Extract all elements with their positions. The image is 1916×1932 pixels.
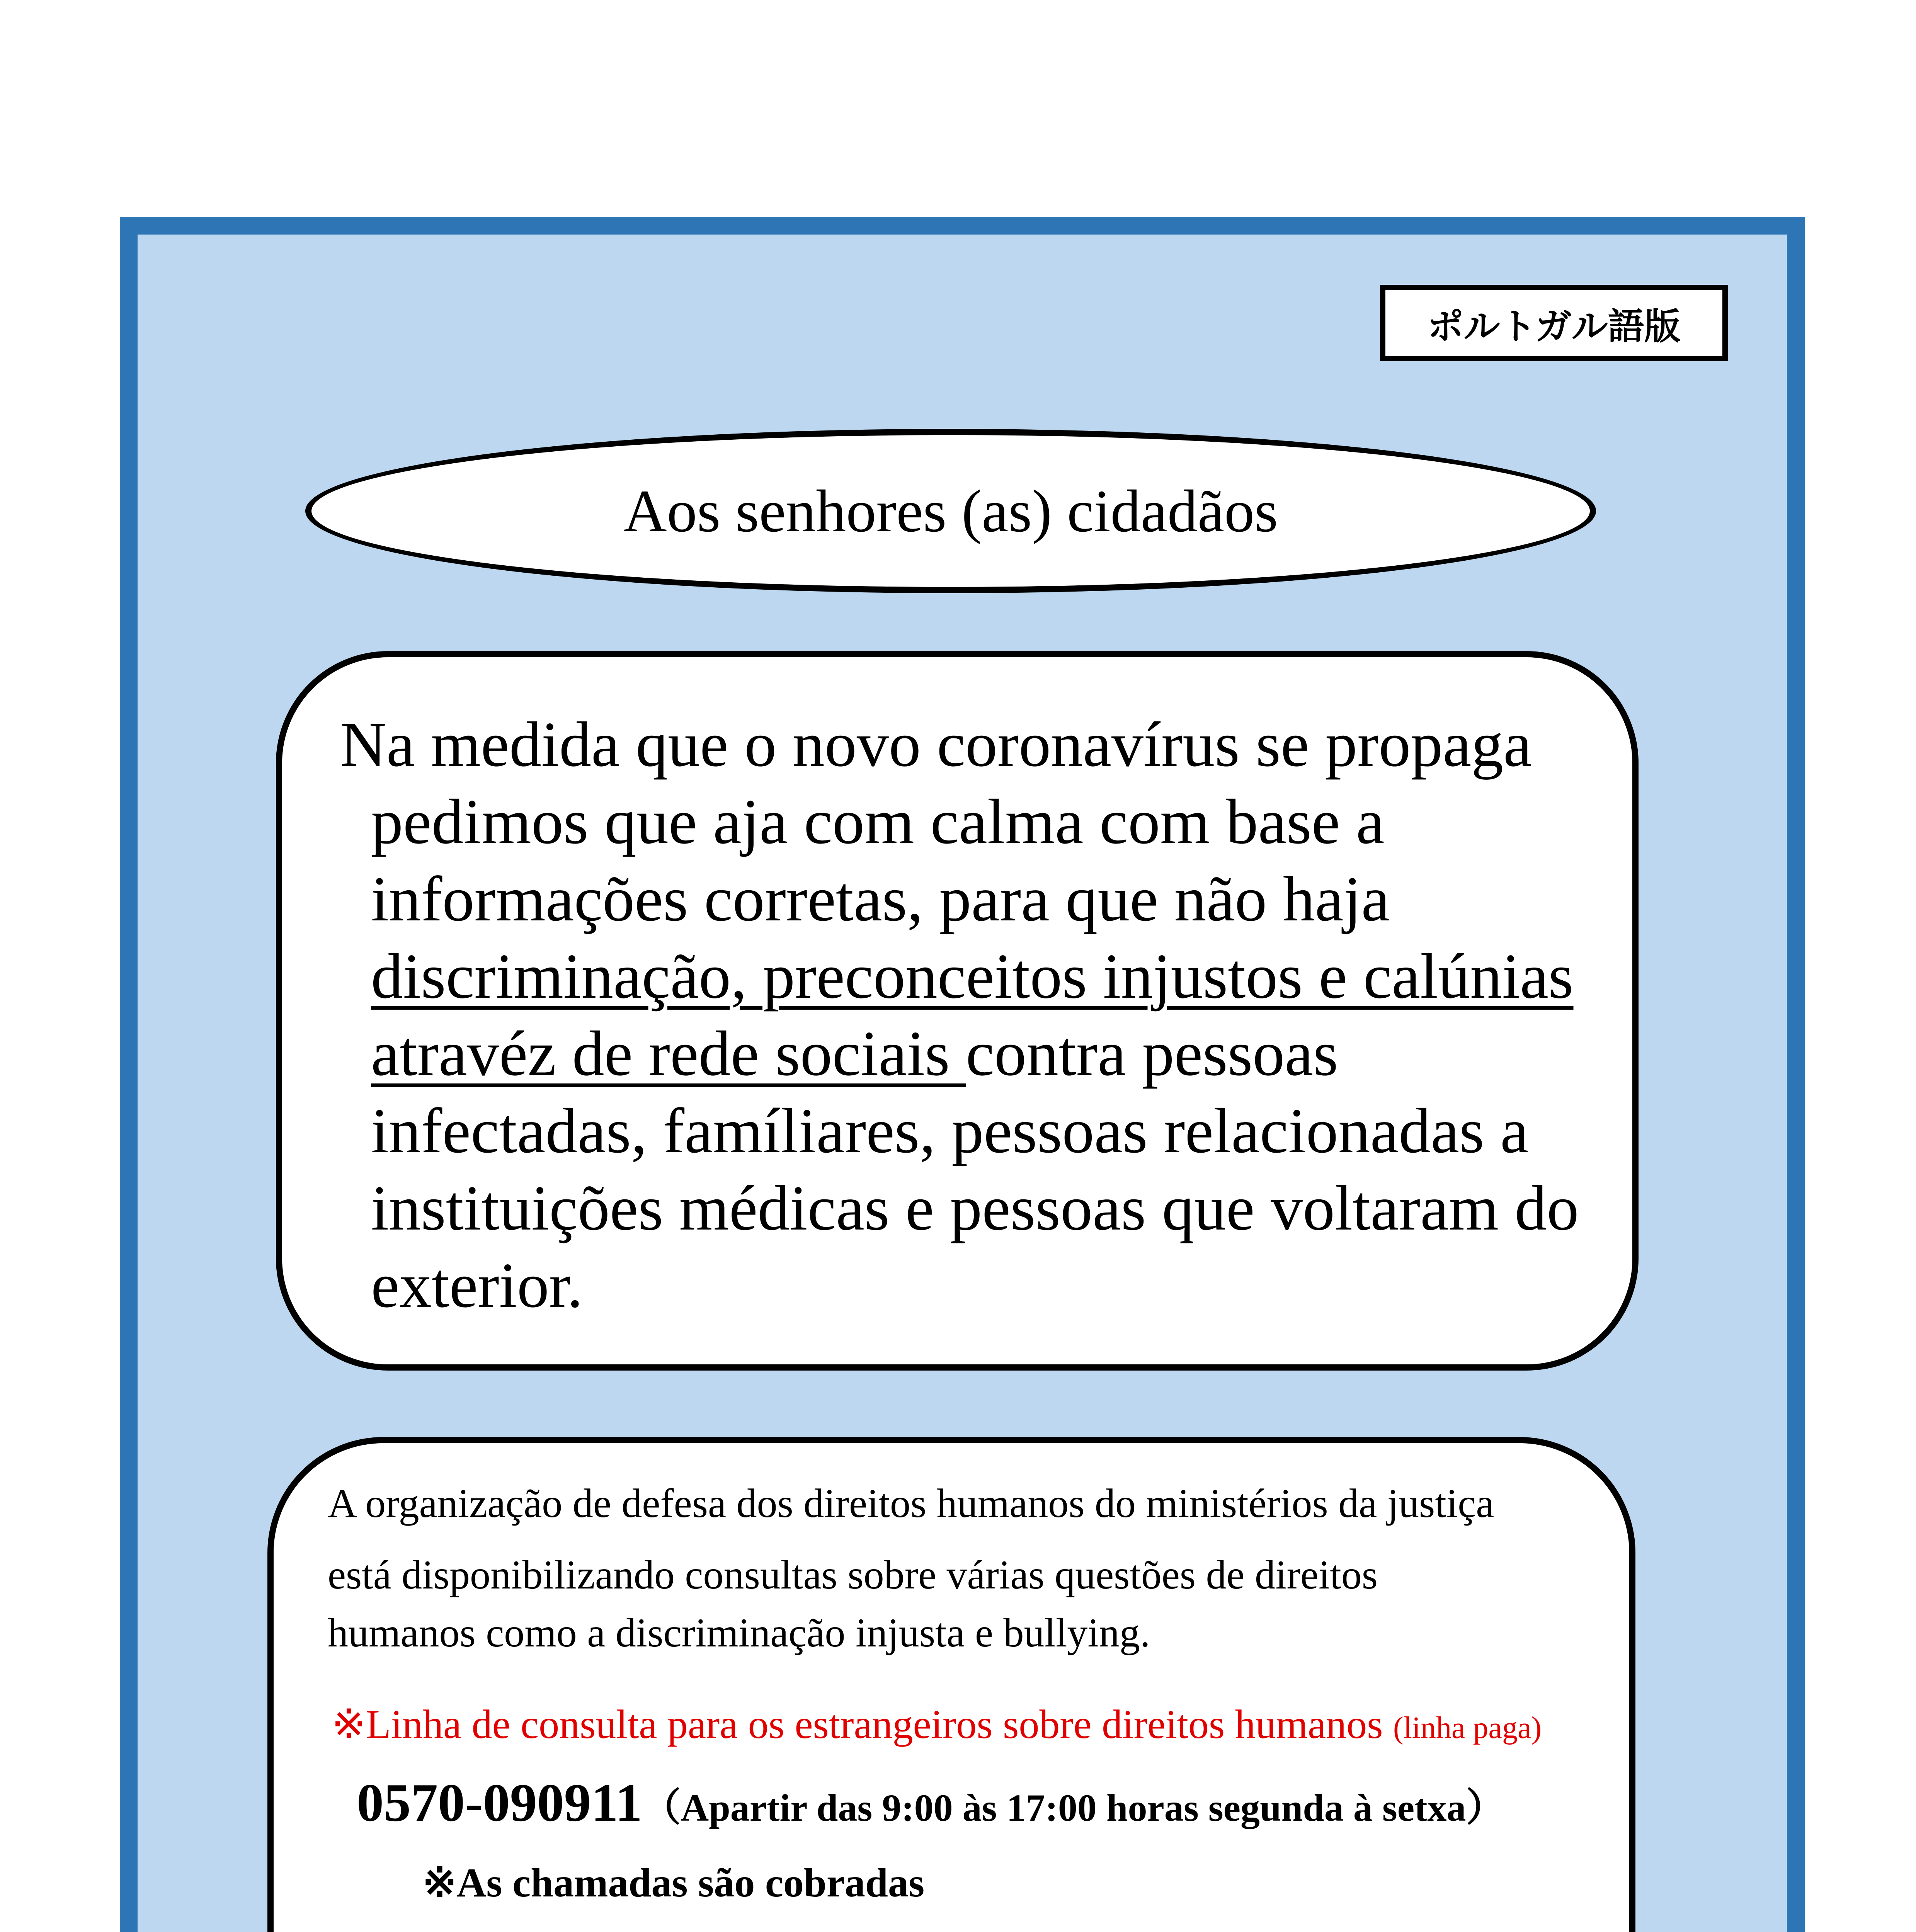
hotline-hours: （Apartir das 9:00 às 17:00 horas segunda à setxa） <box>642 1786 1505 1829</box>
main-message-line: Na medida que o novo coronavírus se propaga <box>340 709 1532 780</box>
hotline-label-text: ※Linha de consulta para os estrangeiros sobre direitos humanos <box>332 1702 1383 1747</box>
info-paragraph-line: humanos como a discriminação injusta e bullying. <box>328 1610 1150 1655</box>
main-message-line <box>340 937 1615 1015</box>
hotline-label <box>332 1700 1542 1748</box>
page-title <box>305 429 1596 593</box>
main-message-line: pedimos que aja com calma com base a <box>371 786 1385 857</box>
page-title-text: Aos senhores (as) cidadãos <box>623 477 1278 544</box>
main-message-box <box>276 651 1639 1371</box>
hotline-phone-number: 0570-090911 <box>357 1773 642 1833</box>
main-message-line: instituições médicas e pessoas que voltaram do <box>371 1172 1579 1243</box>
hotline-phone-row <box>357 1772 1505 1834</box>
main-message-line: informações corretas, para que não haja <box>371 863 1390 934</box>
call-charge-note: ※As chamadas são cobradas <box>422 1860 925 1905</box>
info-paragraph-line: A organização de defesa dos direitos humanos do ministérios da justiça <box>328 1481 1494 1526</box>
underlined-emphasis: discriminação, preconceitos injustos e calúnias <box>371 940 1574 1012</box>
underlined-emphasis: atravéz de rede sociais <box>371 1018 966 1089</box>
info-paragraph-line: está disponibilizando consultas sobre várias questões de direitos <box>328 1552 1378 1597</box>
main-message-text <box>340 706 1615 1324</box>
language-version-badge: ポルトガル語版 <box>1380 285 1728 361</box>
main-message-fragment: contra pessoas <box>966 1018 1338 1089</box>
human-rights-info-box <box>267 1437 1635 1932</box>
hotline-paid-note: (linha paga) <box>1393 1711 1542 1745</box>
main-message-line: exterior. <box>371 1250 583 1321</box>
main-message-line: infectadas, famíliares, pessoas relacionadas a <box>371 1095 1529 1166</box>
main-message-line <box>340 1015 1615 1092</box>
